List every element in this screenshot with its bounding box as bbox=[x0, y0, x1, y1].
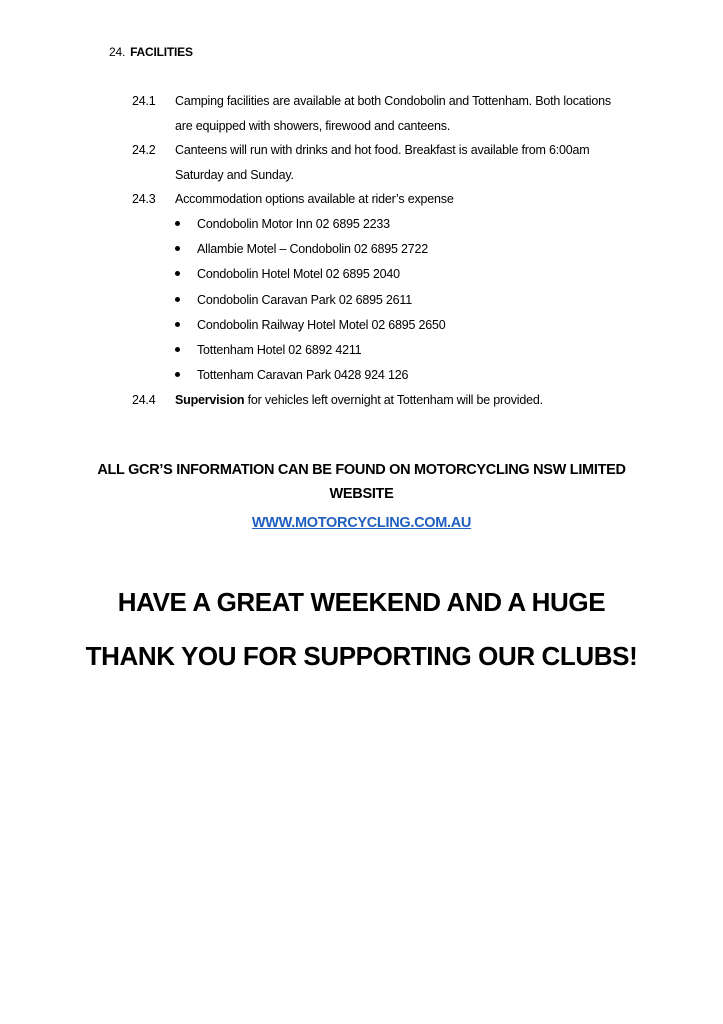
bullet-icon bbox=[175, 322, 180, 327]
gcr-info-line: ALL GCR’S INFORMATION CAN BE FOUND ON MOTORCYCLING NSW LIMITED bbox=[97, 462, 626, 478]
clause-text-line: Camping facilities are available at both Condobolin and Tottenham. Both locations bbox=[175, 94, 611, 108]
section-number: 24. bbox=[109, 45, 126, 59]
list-item bbox=[175, 262, 446, 287]
website-link[interactable]: WWW.MOTORCYCLING.COM.AU bbox=[251, 515, 472, 531]
clause-rest-text: for vehicles left overnight at Tottenham will be provided. bbox=[244, 393, 543, 407]
clause-24-4 bbox=[132, 388, 632, 413]
bullet-icon bbox=[175, 297, 180, 302]
accommodation-entry: Condobolin Hotel Motel 02 6895 2040 bbox=[197, 267, 400, 282]
accommodation-entry: Condobolin Motor Inn 02 6895 2233 bbox=[197, 217, 390, 231]
clause-number: 24.3 bbox=[132, 192, 156, 206]
clause-text-line: are equipped with showers, firewood and canteens. bbox=[175, 119, 451, 133]
accommodation-entry: Condobolin Caravan Park 02 6895 2611 bbox=[197, 292, 412, 307]
list-item bbox=[175, 237, 446, 262]
list-item bbox=[175, 363, 446, 388]
clause-text-line: Canteens will run with drinks and hot food. Breakfast is available from 6:00am bbox=[175, 143, 590, 157]
clause-number: 24.4 bbox=[132, 393, 156, 407]
clause-24-3 bbox=[132, 187, 632, 212]
section-heading bbox=[109, 45, 193, 59]
clause-text-line: Accommodation options available at rider’s expense bbox=[175, 192, 454, 206]
bullet-icon bbox=[175, 271, 180, 276]
bullet-icon bbox=[175, 246, 180, 251]
clause-text-line bbox=[175, 388, 632, 413]
closing-line: THANK YOU FOR SUPPORTING OUR CLUBS! bbox=[85, 641, 638, 671]
accommodation-list bbox=[175, 212, 446, 388]
clause-number: 24.1 bbox=[132, 94, 156, 108]
list-item bbox=[175, 288, 446, 313]
accommodation-entry: Tottenham Caravan Park 0428 924 126 bbox=[197, 368, 409, 383]
clause-bold-lead: Supervision bbox=[175, 393, 245, 407]
list-item bbox=[175, 313, 446, 338]
clause-number: 24.2 bbox=[132, 143, 156, 157]
clause-24-2 bbox=[132, 138, 632, 188]
section-title: FACILITIES bbox=[130, 45, 193, 59]
accommodation-entry: Allambie Motel – Condobolin 02 6895 2722 bbox=[197, 242, 429, 257]
accommodation-entry: Tottenham Hotel 02 6892 4211 bbox=[197, 342, 362, 357]
bullet-icon bbox=[175, 347, 180, 352]
list-item bbox=[175, 338, 446, 363]
list-item bbox=[175, 212, 446, 237]
website-link-container bbox=[0, 515, 723, 531]
accommodation-entry: Condobolin Railway Hotel Motel 02 6895 2650 bbox=[197, 317, 446, 332]
clause-24-1 bbox=[132, 89, 632, 139]
closing-line: HAVE A GREAT WEEKEND AND A HUGE bbox=[117, 587, 606, 617]
gcr-info-line: WEBSITE bbox=[329, 486, 394, 502]
clause-text-line: Saturday and Sunday. bbox=[175, 168, 294, 182]
bullet-icon bbox=[175, 221, 180, 226]
bullet-icon bbox=[175, 372, 180, 377]
